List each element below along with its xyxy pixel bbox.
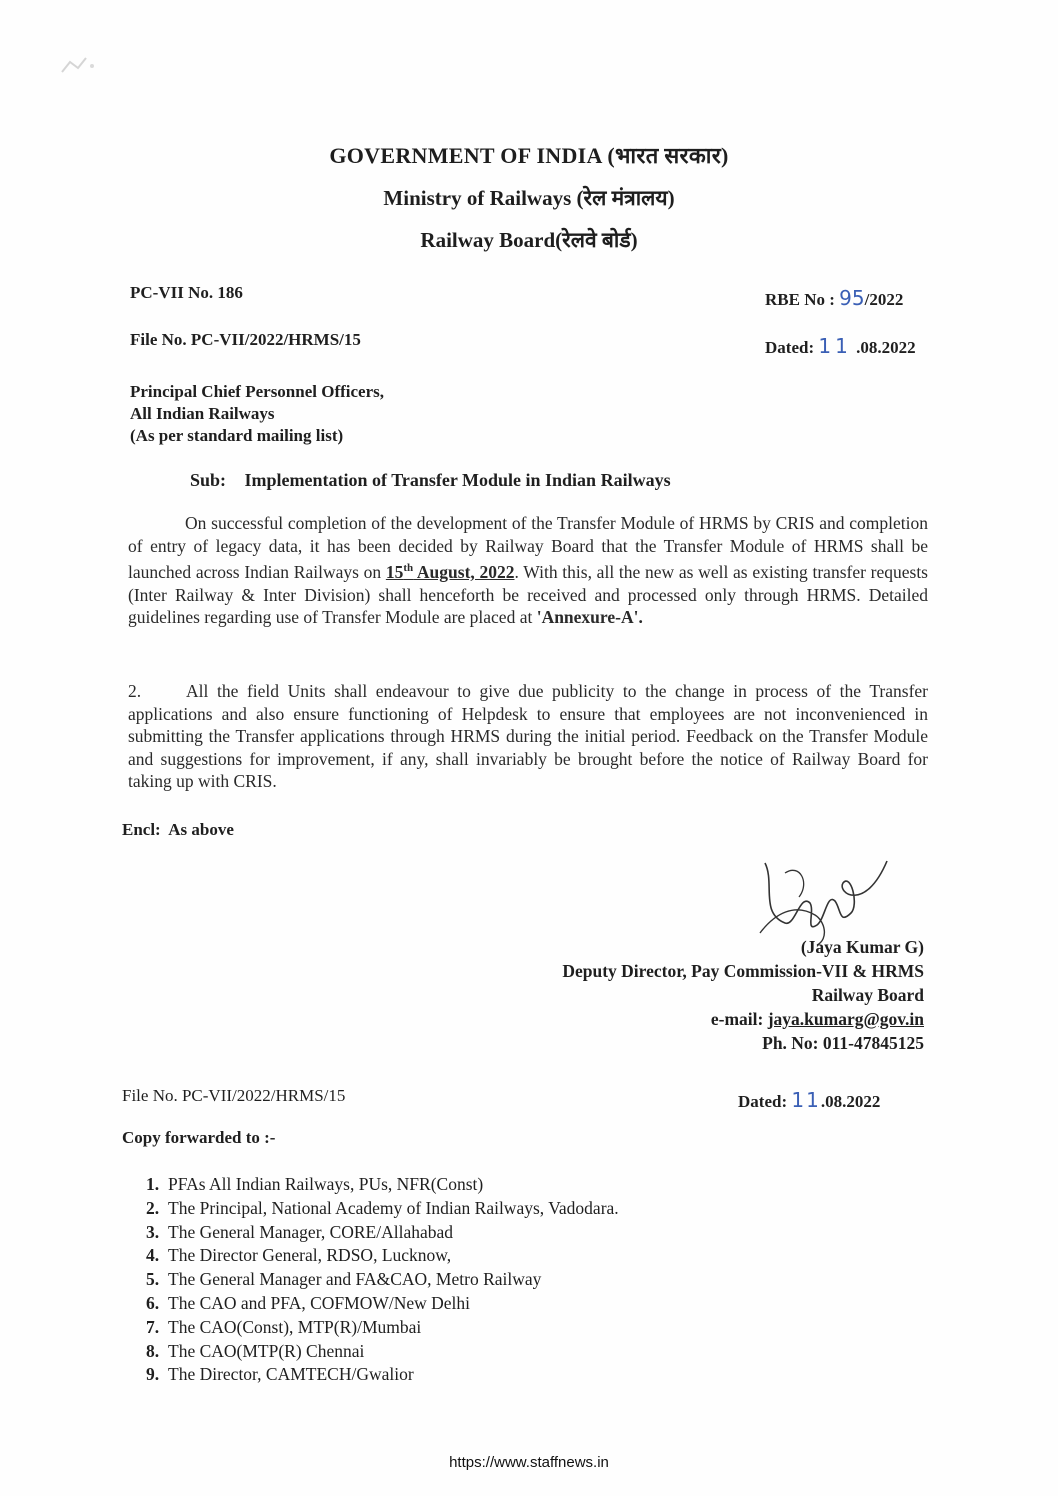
addressee [130, 381, 384, 447]
enclosure-note: Encl: As above [122, 820, 234, 839]
list-item [146, 1173, 619, 1197]
addressee-line3: (As per standard mailing list) [130, 426, 344, 445]
list-item [146, 1197, 619, 1221]
subject-label: Sub: [190, 470, 227, 490]
signatory-block [562, 935, 924, 1055]
footer-url[interactable]: https://www.staffnews.in [449, 1454, 609, 1471]
file-number: File No. PC-VII/2022/HRMS/15 [130, 330, 361, 349]
list-item [146, 1316, 619, 1340]
list-item [146, 1244, 619, 1268]
signatory-designation: Deputy Director, Pay Commission-VII & HRMS [562, 961, 924, 981]
list-item-number: 8. [146, 1340, 160, 1361]
list-item-number: 9. [146, 1364, 160, 1385]
paragraph-2-text: All the field Units shall endeavour to give due publicity to the change in process of the Transfer applications and also ensure functioning of Helpdesk to ensure that employees are not inconvenienced in submitting the Transfer applications through HRMS during the initial period. Feedback on the Transfer Module and suggestions for improvement, if any, shall invariably be brought before the notice of Railway Board for taking up with CRIS. [128, 681, 928, 792]
paragraph-2-number: 2. [128, 681, 142, 701]
list-item-text: The CAO(MTP(R) Chennai [168, 1340, 365, 1361]
rbe-label: RBE No : [765, 290, 835, 309]
dated-handwritten-day: 11 [818, 334, 852, 358]
subject-text: Implementation of Transfer Module in Indian Railways [244, 470, 671, 490]
signatory-office: Railway Board [811, 985, 924, 1005]
list-item-text: The Principal, National Academy of Indian Railways, Vadodara. [168, 1197, 619, 1218]
pc-number: PC-VII No. 186 [130, 283, 243, 302]
copy-file-number: File No. PC-VII/2022/HRMS/15 [122, 1086, 346, 1105]
list-item-number: 4. [146, 1245, 160, 1266]
scan-mark-icon [58, 50, 98, 80]
header-government: GOVERNMENT OF INDIA (भारत सरकार) [329, 143, 729, 168]
list-item [146, 1363, 619, 1387]
list-item-number: 3. [146, 1221, 160, 1242]
addressee-line2: All Indian Railways [130, 404, 275, 423]
list-item-text: The Director, CAMTECH/Gwalior [168, 1364, 414, 1385]
list-item-number: 7. [146, 1316, 160, 1337]
paragraph-1-text-continued: . With this, all the new as well as existing transfer requests (Inter Railway & Inter Division) shall henceforth be received and processed only through HRMS. Detailed guidelines regarding use of Transfer Module are placed at [128, 562, 928, 628]
list-item-text: The CAO(Const), MTP(R)/Mumbai [168, 1316, 422, 1337]
addressee-line1: Principal Chief Personnel Officers, [130, 382, 385, 401]
copy-dated [738, 1088, 880, 1112]
copy-list [146, 1173, 619, 1387]
rbe-year: /2022 [864, 290, 904, 309]
launch-date-day: 15 [385, 562, 404, 583]
rbe-number [765, 286, 903, 310]
list-item-number: 2. [146, 1197, 160, 1218]
header-ministry: Ministry of Railways (रेल मंत्रालय) [383, 186, 675, 210]
list-item-number: 6. [146, 1292, 160, 1313]
paragraph-1-text: On successful completion of the development of the Transfer Module of HRMS by CRIS and completion of entry of legacy data, it has been decided by Railway Board that the Transfer Module of HRMS shall be launched across Indian Railways on [128, 513, 928, 583]
dated [765, 334, 916, 358]
dated-rest: .08.2022 [856, 338, 916, 357]
copy-dated-label: Dated: [738, 1092, 788, 1111]
email-link[interactable]: jaya.kumarg@gov.in [767, 1009, 924, 1029]
copy-dated-handwritten-day: 11 [791, 1088, 821, 1112]
list-item-text: The General Manager and FA&CAO, Metro Railway [168, 1269, 542, 1290]
email-label: e-mail: [710, 1009, 768, 1029]
signatory-phone: Ph. No: 011-47845125 [762, 1033, 924, 1053]
subject-line [190, 470, 671, 491]
launch-date-suffix: th [403, 562, 414, 575]
launch-date-rest: August, 2022 [413, 562, 515, 583]
paragraph-1 [128, 512, 928, 629]
list-item-text: The Director General, RDSO, Lucknow, [168, 1245, 452, 1266]
list-item-text: The CAO and PFA, COFMOW/New Delhi [168, 1292, 471, 1313]
copy-dated-rest: .08.2022 [820, 1092, 881, 1111]
list-item [146, 1268, 619, 1292]
copy-heading: Copy forwarded to :- [122, 1128, 276, 1147]
list-item-number: 1. [146, 1174, 160, 1194]
paragraph-2 [128, 680, 928, 793]
annexure-reference: 'Annexure-A'. [536, 607, 643, 628]
rbe-handwritten-number: 95 [839, 286, 865, 310]
list-item-text: PFAs All Indian Railways, PUs, NFR(Const) [168, 1174, 484, 1194]
list-item-text: The General Manager, CORE/Allahabad [168, 1221, 454, 1242]
list-item-number: 5. [146, 1269, 160, 1290]
list-item [146, 1292, 619, 1316]
signatory-name: (Jaya Kumar G) [800, 937, 924, 957]
list-item [146, 1221, 619, 1245]
signatory-email-line [562, 1007, 924, 1031]
launch-date [386, 562, 515, 582]
dated-label: Dated: [765, 338, 815, 357]
header-board: Railway Board(रेलवे बोर्ड) [420, 228, 638, 252]
list-item [146, 1340, 619, 1364]
